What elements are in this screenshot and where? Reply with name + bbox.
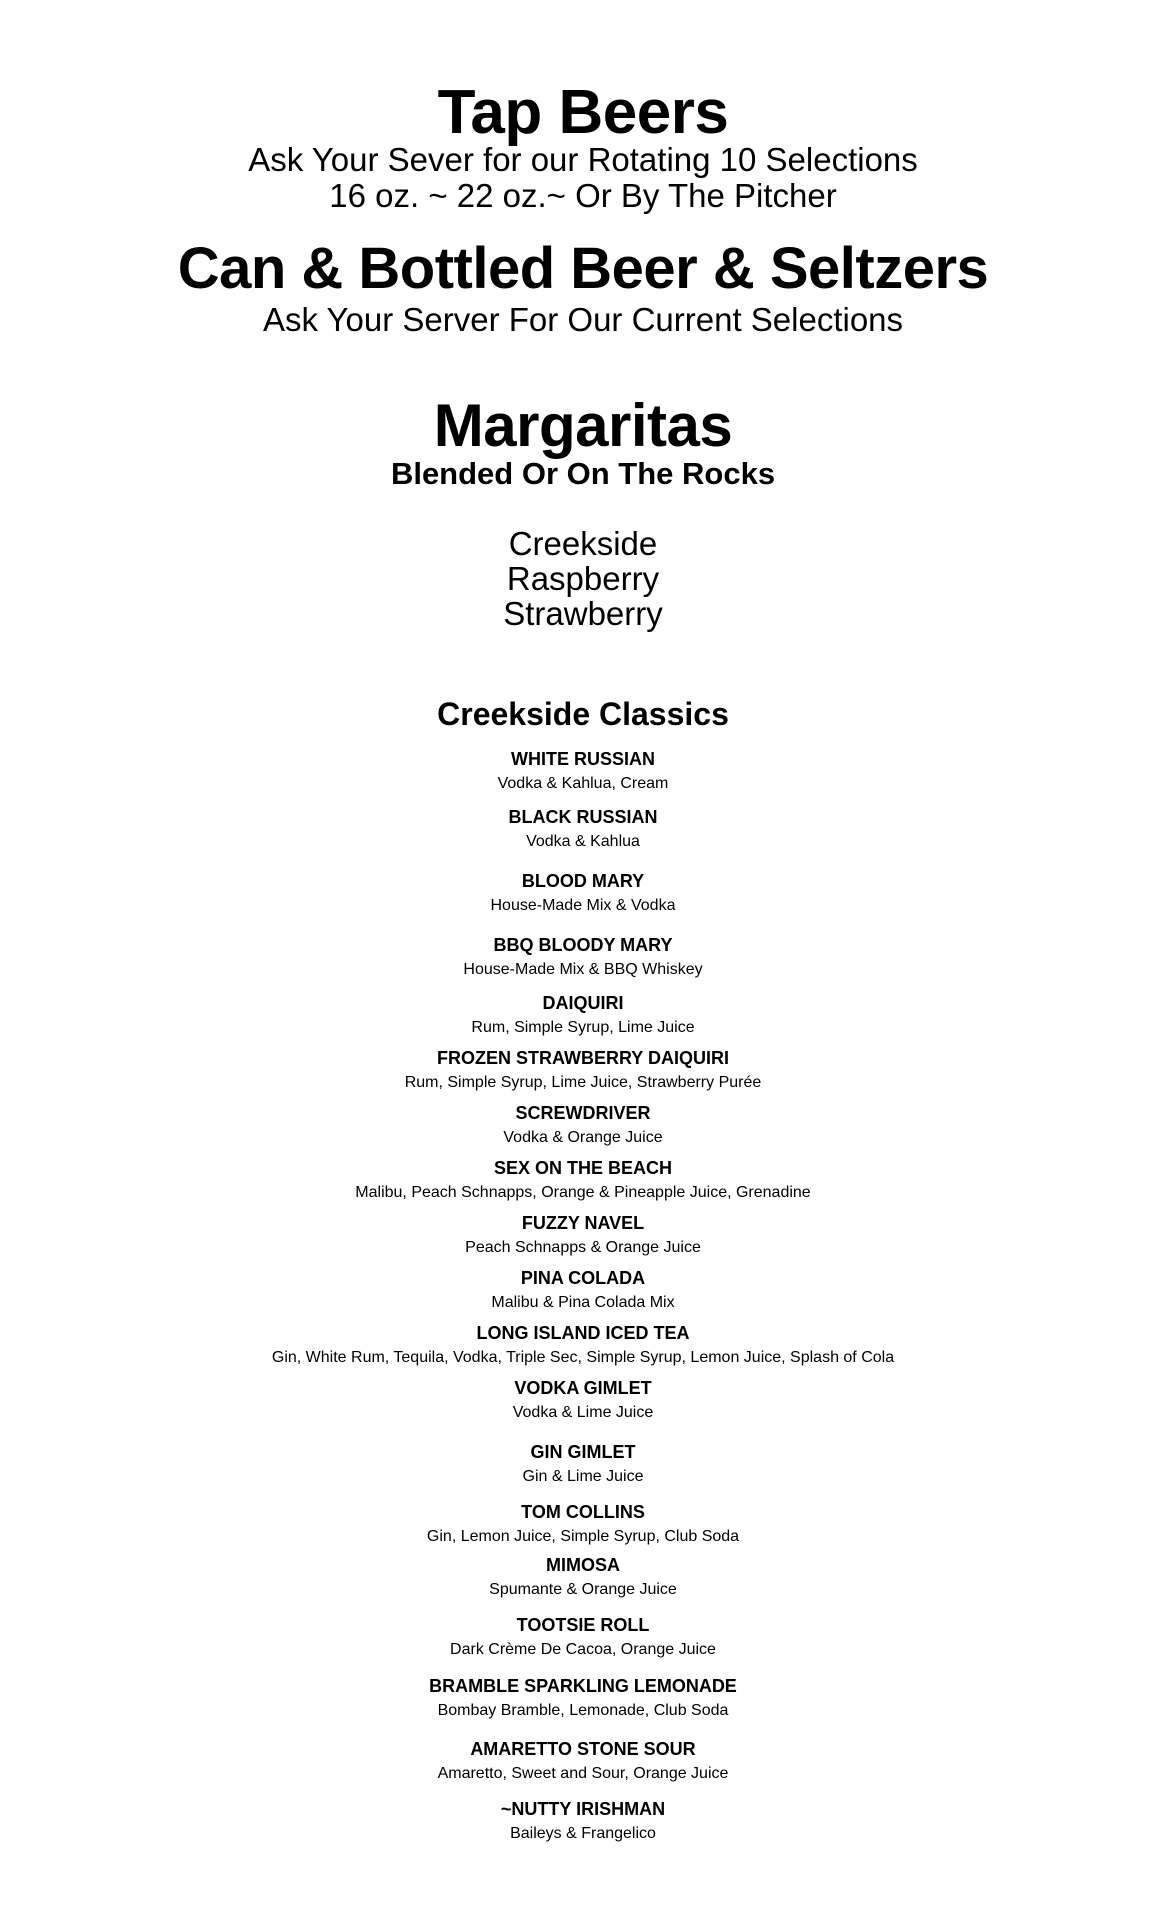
drink-name: MIMOSA <box>546 1555 620 1575</box>
drink-name: TOM COLLINS <box>521 1502 645 1522</box>
drink-name: VODKA GIMLET <box>514 1378 652 1398</box>
drink-name: TOOTSIE ROLL <box>516 1615 650 1635</box>
drink-name: FUZZY NAVEL <box>521 1213 645 1233</box>
margarita-flavor: Strawberry <box>503 595 663 632</box>
drink-name: DAIQUIRI <box>542 993 624 1013</box>
drink-name: PINA COLADA <box>520 1268 646 1288</box>
drink-description: Dark Crème De Cacoa, Orange Juice <box>450 1641 716 1658</box>
margaritas-subtitle: Blended Or On The Rocks <box>390 456 776 491</box>
drink-name: SEX ON THE BEACH <box>493 1158 673 1178</box>
tap-beers-line-1: Ask Your Sever for our Rotating 10 Selections <box>248 141 918 178</box>
drink-description: Vodka & Kahlua, Cream <box>497 775 669 792</box>
drink-description: Bombay Bramble, Lemonade, Club Soda <box>437 1702 729 1719</box>
margaritas-title: Margaritas <box>433 392 733 459</box>
drink-description: Rum, Simple Syrup, Lime Juice <box>471 1019 695 1036</box>
tap-beers-title: Tap Beers <box>437 78 729 147</box>
drink-description: Vodka & Orange Juice <box>503 1129 663 1146</box>
margarita-flavor: Raspberry <box>506 560 660 597</box>
drink-description: Vodka & Kahlua <box>526 833 640 850</box>
classics-title: Creekside Classics <box>437 696 729 732</box>
drink-description: Amaretto, Sweet and Sour, Orange Juice <box>437 1765 729 1782</box>
drink-name: LONG ISLAND ICED TEA <box>476 1323 690 1343</box>
drink-description: Gin & Lime Juice <box>522 1468 644 1485</box>
drink-description: House-Made Mix & BBQ Whiskey <box>463 961 703 978</box>
margarita-flavor: Creekside <box>508 525 658 562</box>
drink-name: WHITE RUSSIAN <box>511 749 655 769</box>
drink-description: Peach Schnapps & Orange Juice <box>465 1239 701 1256</box>
drink-description: House-Made Mix & Vodka <box>490 897 676 914</box>
drink-name: FROZEN STRAWBERRY DAIQUIRI <box>436 1048 729 1068</box>
drink-name: BLOOD MARY <box>521 871 645 891</box>
drink-name: GIN GIMLET <box>530 1442 636 1462</box>
drink-description: Rum, Simple Syrup, Lime Juice, Strawberry Purée <box>404 1074 762 1091</box>
cans-title: Can & Bottled Beer & Seltzers <box>177 236 989 301</box>
drink-description: Vodka & Lime Juice <box>512 1404 654 1421</box>
drink-name: ~NUTTY IRISHMAN <box>500 1799 666 1819</box>
drink-description: Spumante & Orange Juice <box>489 1581 677 1598</box>
drink-name: BRAMBLE SPARKLING LEMONADE <box>429 1676 737 1696</box>
drink-name: BBQ BLOODY MARY <box>493 935 673 955</box>
drink-description: Gin, Lemon Juice, Simple Syrup, Club Soda <box>426 1528 740 1545</box>
drink-description: Malibu, Peach Schnapps, Orange & Pineapple Juice, Grenadine <box>355 1184 811 1201</box>
drink-description: Gin, White Rum, Tequila, Vodka, Triple Sec, Simple Syrup, Lemon Juice, Splash of Cola <box>271 1349 895 1366</box>
drink-description: Baileys & Frangelico <box>510 1825 656 1842</box>
drink-name: BLACK RUSSIAN <box>508 807 658 827</box>
tap-beers-line-2: 16 oz. ~ 22 oz.~ Or By The Pitcher <box>329 177 837 214</box>
drink-name: AMARETTO STONE SOUR <box>470 1739 696 1759</box>
cans-subtitle: Ask Your Server For Our Current Selections <box>262 301 904 338</box>
drink-description: Malibu & Pina Colada Mix <box>491 1294 675 1311</box>
drink-name: SCREWDRIVER <box>515 1103 651 1123</box>
